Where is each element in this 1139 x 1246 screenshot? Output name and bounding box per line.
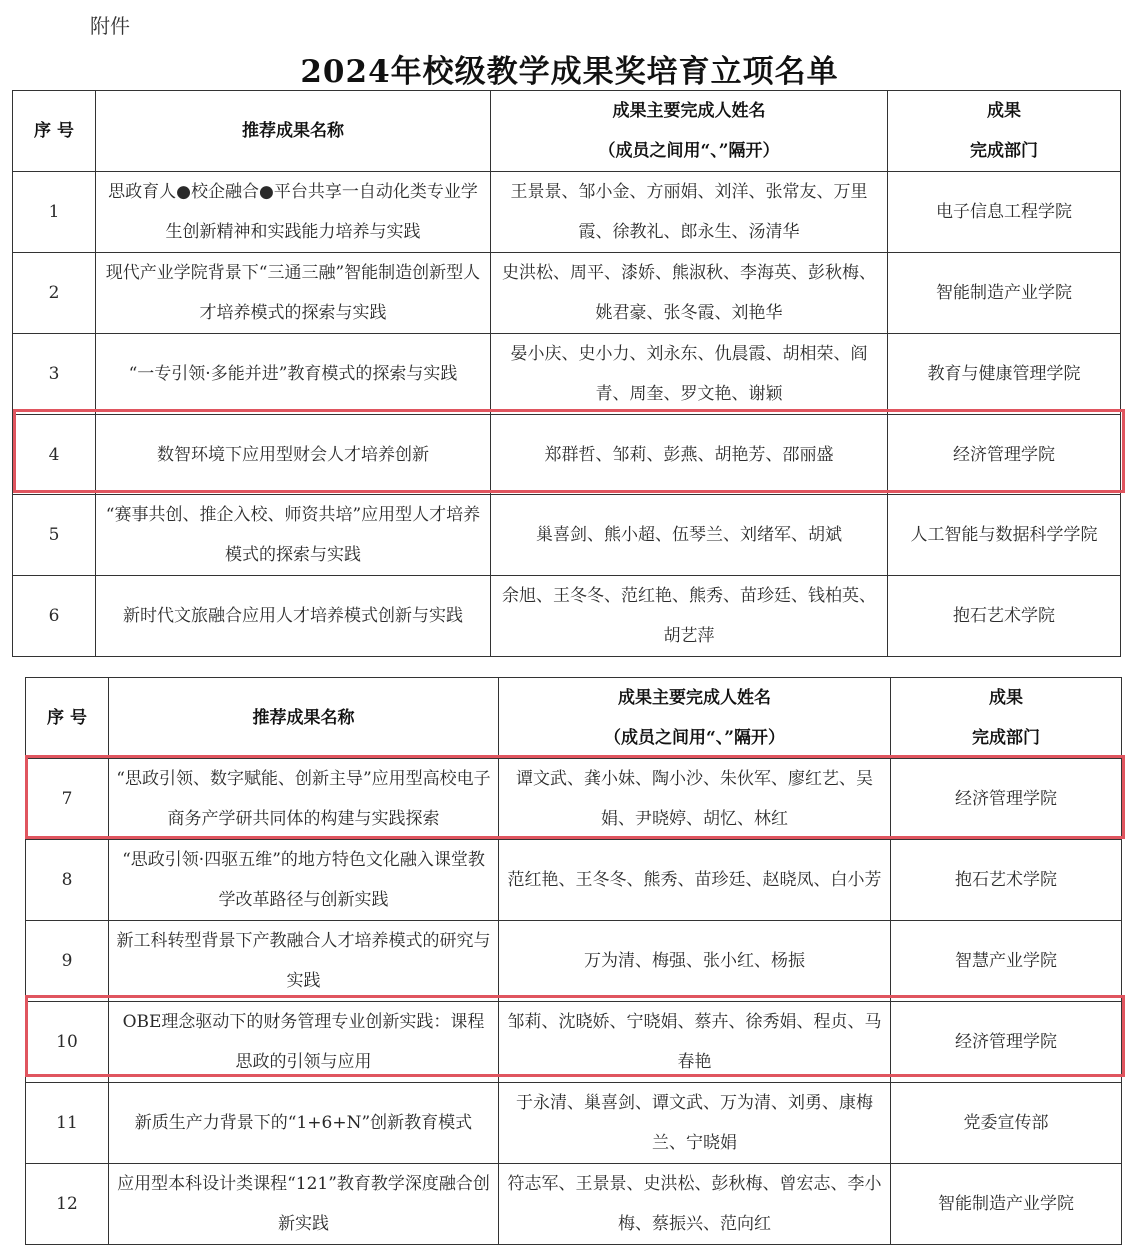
header-members-line1: 成果主要完成人姓名 <box>618 688 771 708</box>
row-dept: 经济管理学院 <box>891 759 1122 840</box>
header-dept-line2: 完成部门 <box>972 728 1040 748</box>
row-name: OBE理念驱动下的财务管理专业创新实践：课程思政的引领与应用 <box>109 1002 499 1083</box>
row-dept: 党委宣传部 <box>891 1083 1122 1164</box>
table-row <box>26 840 1122 921</box>
table-row <box>13 576 1121 657</box>
row-seq: 8 <box>26 840 109 921</box>
row-name: 数智环境下应用型财会人才培养创新 <box>96 415 491 495</box>
row-seq: 1 <box>13 172 96 253</box>
row-dept: 经济管理学院 <box>888 415 1121 495</box>
header-members-line2: （成员之间用“、”隔开） <box>603 728 786 748</box>
row-members: 邹莉、沈晓娇、宁晓娟、蔡卉、徐秀娟、程贞、马春艳 <box>499 1002 891 1083</box>
project-table-2 <box>25 677 1122 1245</box>
header-seq: 序 号 <box>13 91 96 172</box>
row-dept: 人工智能与数据科学学院 <box>888 495 1121 576</box>
header-members-line2: （成员之间用“、”隔开） <box>598 141 780 161</box>
header-members-line1: 成果主要完成人姓名 <box>612 101 766 121</box>
row-members: 王景景、邹小金、方丽娟、刘洋、张常友、万里霞、徐教礼、郎永生、汤清华 <box>491 172 888 253</box>
row-seq: 4 <box>13 415 96 495</box>
row-members: 巢喜剑、熊小超、伍琴兰、刘绪军、胡斌 <box>491 495 888 576</box>
row-name: “思政引领·四驱五维”的地方特色文化融入课堂教学改革路径与创新实践 <box>109 840 499 921</box>
row-seq: 3 <box>13 334 96 415</box>
row-members: 余旭、王冬冬、范红艳、熊秀、苗珍廷、钱柏英、胡艺萍 <box>491 576 888 657</box>
row-dept: 智能制造产业学院 <box>888 253 1121 334</box>
row-members: 史洪松、周平、漆娇、熊淑秋、李海英、彭秋梅、姚君豪、张冬霞、刘艳华 <box>491 253 888 334</box>
table-row <box>13 172 1121 253</box>
header-dept-line1: 成果 <box>989 688 1023 708</box>
page-title: 2024年校级教学成果奖培育立项名单 <box>300 54 839 90</box>
row-members: 谭文武、龚小妹、陶小沙、朱伙军、廖红艺、吴娟、尹晓婷、胡忆、林红 <box>499 759 891 840</box>
header-dept <box>891 678 1122 759</box>
row-seq: 6 <box>13 576 96 657</box>
row-dept: 智慧产业学院 <box>891 921 1122 1002</box>
header-members <box>491 91 888 172</box>
table-row <box>26 1083 1122 1164</box>
row-dept: 抱石艺术学院 <box>888 576 1121 657</box>
row-name: “赛事共创、推企入校、师资共培”应用型人才培养模式的探索与实践 <box>96 495 491 576</box>
header-members <box>499 678 891 759</box>
row-members: 万为清、梅强、张小红、杨振 <box>499 921 891 1002</box>
row-name: 应用型本科设计类课程“121”教育教学深度融合创新实践 <box>109 1164 499 1245</box>
row-members: 于永清、巢喜剑、谭文武、万为清、刘勇、康梅兰、宁晓娟 <box>499 1083 891 1164</box>
row-dept: 智能制造产业学院 <box>891 1164 1122 1245</box>
row-name: 新工科转型背景下产教融合人才培养模式的研究与实践 <box>109 921 499 1002</box>
project-table-1 <box>12 90 1121 657</box>
header-name: 推荐成果名称 <box>96 91 491 172</box>
header-dept <box>888 91 1121 172</box>
row-name: 思政育人●校企融合●平台共享一自动化类专业学生创新精神和实践能力培养与实践 <box>96 172 491 253</box>
row-name: 新质生产力背景下的“1+6+N”创新教育模式 <box>109 1083 499 1164</box>
table-row <box>26 921 1122 1002</box>
table-row <box>13 334 1121 415</box>
row-members: 范红艳、王冬冬、熊秀、苗珍廷、赵晓凤、白小芳 <box>499 840 891 921</box>
table-row <box>13 415 1121 495</box>
row-seq: 2 <box>13 253 96 334</box>
row-seq: 12 <box>26 1164 109 1245</box>
row-name: 现代产业学院背景下“三通三融”智能制造创新型人才培养模式的探索与实践 <box>96 253 491 334</box>
row-seq: 9 <box>26 921 109 1002</box>
header-name: 推荐成果名称 <box>109 678 499 759</box>
table-row <box>26 759 1122 840</box>
row-dept: 经济管理学院 <box>891 1002 1122 1083</box>
row-dept: 电子信息工程学院 <box>888 172 1121 253</box>
row-members: 郑群哲、邹莉、彭燕、胡艳芳、邵丽盛 <box>491 415 888 495</box>
row-members: 晏小庆、史小力、刘永东、仇晨霞、胡相荣、阎青、周奎、罗文艳、谢颖 <box>491 334 888 415</box>
row-name: 新时代文旅融合应用人才培养模式创新与实践 <box>96 576 491 657</box>
row-seq: 10 <box>26 1002 109 1083</box>
row-dept: 抱石艺术学院 <box>891 840 1122 921</box>
table-header-row <box>13 91 1121 172</box>
row-seq: 11 <box>26 1083 109 1164</box>
attachment-label: 附件 <box>90 14 130 38</box>
table-row <box>26 1002 1122 1083</box>
table-row <box>13 253 1121 334</box>
row-dept: 教育与健康管理学院 <box>888 334 1121 415</box>
row-name: “一专引领·多能并进”教育模式的探索与实践 <box>96 334 491 415</box>
table-row <box>13 495 1121 576</box>
row-members: 符志军、王景景、史洪松、彭秋梅、曾宏志、李小梅、蔡振兴、范向红 <box>499 1164 891 1245</box>
table-header-row <box>26 678 1122 759</box>
row-seq: 7 <box>26 759 109 840</box>
header-dept-line2: 完成部门 <box>970 141 1038 161</box>
row-name: “思政引领、数字赋能、创新主导”应用型高校电子商务产学研共同体的构建与实践探索 <box>109 759 499 840</box>
header-seq: 序 号 <box>26 678 109 759</box>
row-seq: 5 <box>13 495 96 576</box>
table-row <box>26 1164 1122 1245</box>
header-dept-line1: 成果 <box>987 101 1021 121</box>
